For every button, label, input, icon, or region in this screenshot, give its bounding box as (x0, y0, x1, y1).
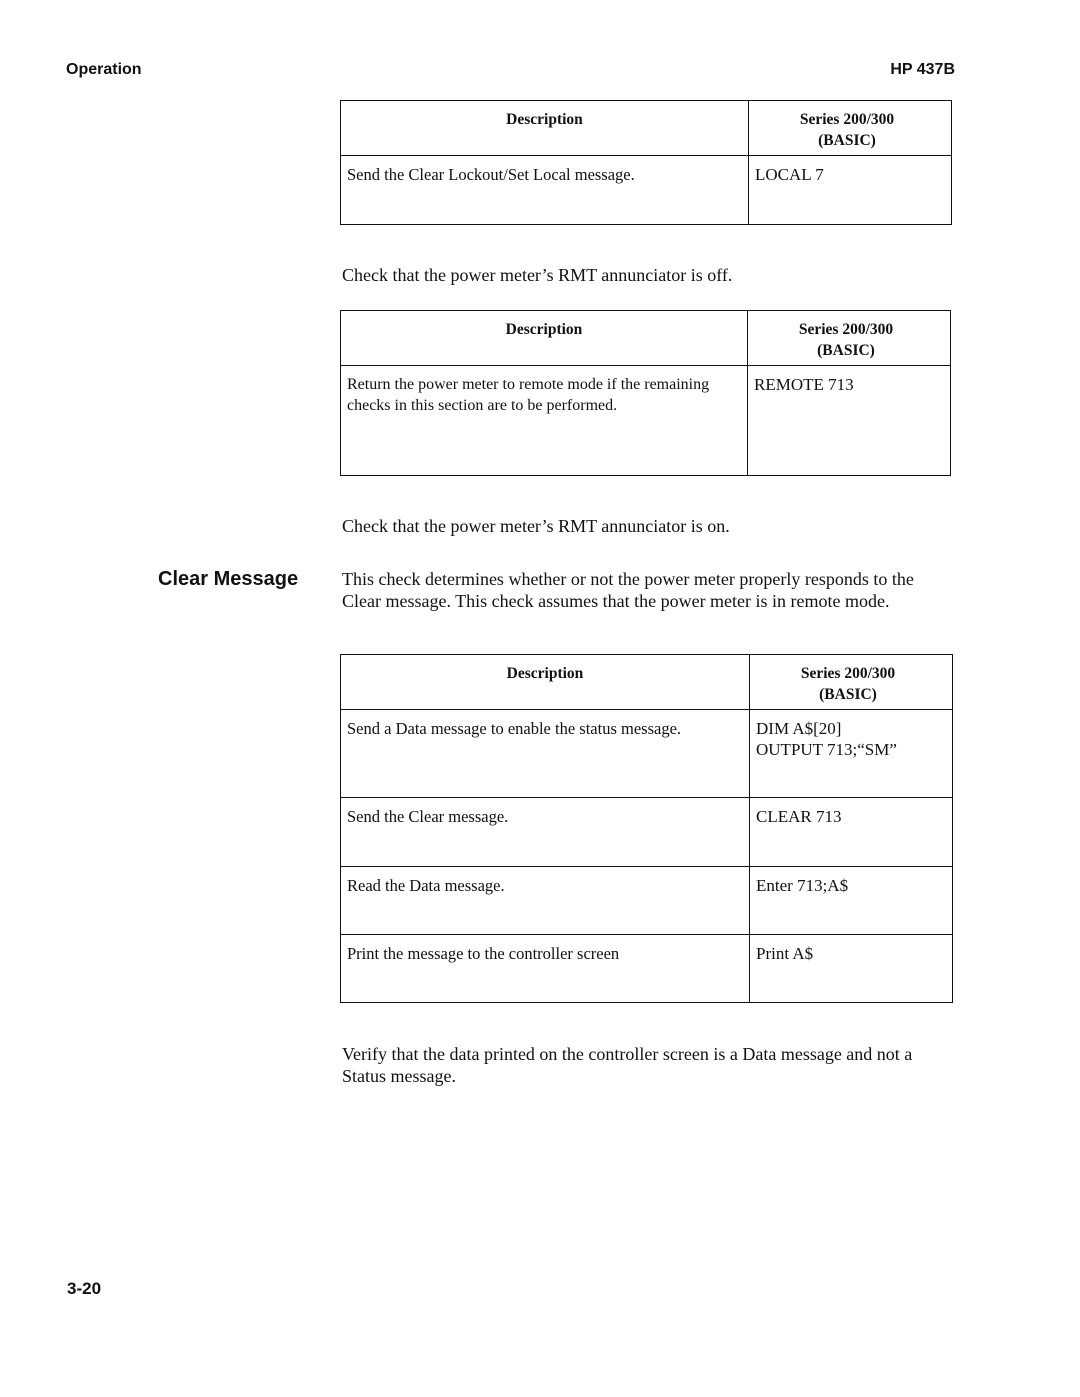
table-row (341, 366, 951, 476)
command-table-clear (340, 654, 953, 1003)
col-series: Series 200/300 (BASIC) (749, 101, 952, 156)
row-code: DIM A$[20] OUTPUT 713;“SM” (750, 710, 953, 798)
row-code: Enter 713;A$ (750, 867, 953, 935)
row-code: REMOTE 713 (748, 366, 951, 476)
row-description: Send the Clear Lockout/Set Local message. (341, 156, 749, 225)
table-row (341, 156, 952, 225)
command-table-remote (340, 310, 951, 476)
col-description: Description (341, 311, 748, 366)
row-description: Send the Clear message. (341, 798, 750, 867)
table-row (341, 710, 953, 798)
row-description: Print the message to the controller screen (341, 935, 750, 1003)
col-series: Series 200/300 (BASIC) (750, 655, 953, 710)
row-code: LOCAL 7 (749, 156, 952, 225)
section-heading-clear-message: Clear Message (158, 568, 299, 590)
row-description: Return the power meter to remote mode if the remaining checks in this section are to be performed. (341, 366, 748, 476)
model-header: HP 437B (890, 61, 955, 78)
section-header: Operation (66, 61, 142, 78)
page-number: 3-20 (67, 1279, 102, 1298)
row-code: CLEAR 713 (750, 798, 953, 867)
paragraph-rmt-off: Check that the power meter’s RMT annunciator is off. (342, 265, 733, 285)
col-description: Description (341, 655, 750, 710)
row-description: Send a Data message to enable the status message. (341, 710, 750, 798)
table-row (341, 798, 953, 867)
paragraph-clear-intro: This check determines whether or not the power meter properly responds to the Clear message. This check assumes that the power meter is in remote mode. (342, 569, 914, 611)
paragraph-rmt-on: Check that the power meter’s RMT annunciator is on. (342, 516, 730, 536)
row-description: Read the Data message. (341, 867, 750, 935)
command-table-local (340, 100, 952, 225)
table-row (341, 935, 953, 1003)
row-code: Print A$ (750, 935, 953, 1003)
paragraph-verify: Verify that the data printed on the controller screen is a Data message and not a Status message. (342, 1044, 913, 1086)
col-description: Description (341, 101, 749, 156)
col-series: Series 200/300 (BASIC) (748, 311, 951, 366)
table-row (341, 867, 953, 935)
